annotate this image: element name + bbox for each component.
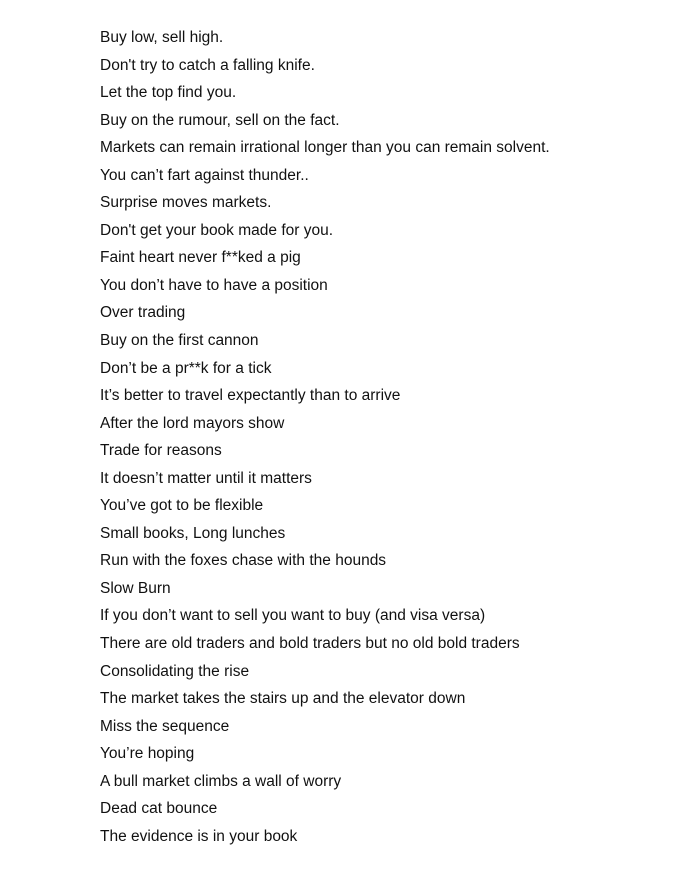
saying-line: Slow Burn	[100, 579, 171, 597]
saying-line: If you don’t want to sell you want to buy (and visa versa)	[100, 607, 486, 625]
saying-line: Dead cat bounce	[100, 800, 218, 818]
saying-line: Trade for reasons	[100, 442, 222, 460]
saying-line: After the lord mayors show	[100, 414, 285, 432]
saying-line: You’re hoping	[100, 745, 195, 763]
saying-line: It’s better to travel expectantly than to arrive	[100, 387, 401, 405]
saying-line: Let the top find you.	[100, 84, 237, 102]
saying-line: Surprise moves markets.	[100, 194, 272, 212]
saying-line: Miss the sequence	[100, 717, 230, 735]
saying-line: Markets can remain irrational longer than you can remain solvent.	[100, 139, 550, 157]
sayings-list	[100, 24, 670, 850]
saying-line: Don't try to catch a falling knife.	[100, 56, 315, 74]
saying-line: You can’t fart against thunder..	[100, 166, 309, 184]
saying-line: Buy low, sell high.	[100, 29, 224, 46]
saying-line: A bull market climbs a wall of worry	[100, 772, 342, 790]
saying-line: Buy on the first cannon	[100, 332, 259, 350]
saying-line: You don’t have to have a position	[100, 276, 328, 294]
saying-line: There are old traders and bold traders but no old bold traders	[100, 635, 520, 653]
saying-line: Over trading	[100, 304, 186, 322]
saying-line: Small books, Long lunches	[100, 524, 286, 542]
saying-line: Don't get your book made for you.	[100, 221, 334, 239]
saying-line: Consolidating the rise	[100, 662, 250, 680]
saying-line: You’ve got to be flexible	[100, 497, 264, 515]
saying-line: Buy on the rumour, sell on the fact.	[100, 111, 340, 129]
saying-line: The evidence is in your book	[100, 827, 298, 845]
saying-line: Faint heart never f**ked a pig	[100, 249, 301, 267]
saying-line: It doesn’t matter until it matters	[100, 469, 312, 487]
saying-line: The market takes the stairs up and the elevator down	[100, 690, 466, 708]
saying-line: Don’t be a pr**k for a tick	[100, 359, 272, 377]
saying-line: Run with the foxes chase with the hounds	[100, 552, 387, 570]
